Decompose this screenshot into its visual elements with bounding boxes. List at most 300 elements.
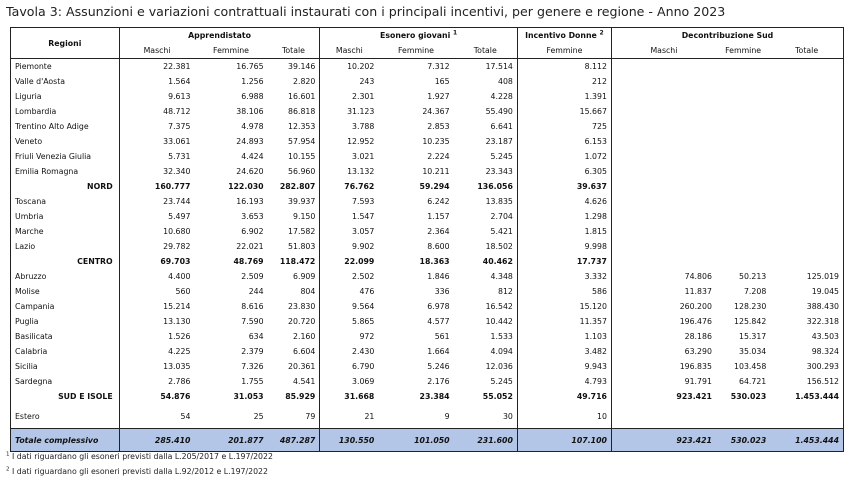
cell-value: 3.057 <box>352 227 375 236</box>
row-label: Valle d'Aosta <box>11 74 120 89</box>
row-label: Toscana <box>11 194 120 209</box>
cell-value: 28.186 <box>684 332 712 341</box>
header-regioni: Regioni <box>11 28 120 59</box>
cell-value: 13.132 <box>347 167 375 176</box>
cell-value: 6.242 <box>427 197 450 206</box>
cell-value: 1.453.444 <box>770 389 843 404</box>
cell-value: 40.462 <box>454 254 518 269</box>
cell-value: 9 <box>444 411 450 421</box>
cell-value: 54.876 <box>160 392 191 401</box>
cell-value: 160.777 <box>154 182 191 191</box>
cell-value: 136.056 <box>454 179 518 194</box>
cell-value: 59.294 <box>419 182 450 191</box>
cell-value: 16.193 <box>236 197 264 206</box>
cell-value: 15.214 <box>163 302 191 311</box>
cell-value: 11.357 <box>517 314 611 329</box>
cell-value: 196.476 <box>679 317 712 326</box>
cell-value <box>770 164 843 179</box>
cell-value: 15.317 <box>738 332 767 341</box>
row-label: Emilia Romagna <box>11 164 120 179</box>
cell-value: 13.035 <box>163 362 191 371</box>
cell-value: 91.791 <box>684 377 712 386</box>
cell-value: 1.815 <box>517 224 611 239</box>
cell-value <box>716 134 770 149</box>
cell-value: 13.835 <box>454 194 518 209</box>
cell-value: 6.902 <box>241 227 264 236</box>
cell-value: 21 <box>364 411 375 421</box>
cell-value: 9.150 <box>268 209 320 224</box>
cell-value: 6.909 <box>268 269 320 284</box>
subtotal-row <box>11 254 844 269</box>
header-incentivo-donne: Incentivo Donne $^2$ <box>517 28 611 44</box>
cell-value: 107.100 <box>517 429 611 452</box>
cell-value: 196.835 <box>679 362 712 371</box>
cell-value: 23.830 <box>268 299 320 314</box>
cell-value: 165 <box>434 77 450 86</box>
cell-value: 2.704 <box>454 209 518 224</box>
cell-value: 2.853 <box>427 122 450 131</box>
cell-value: 49.716 <box>517 389 611 404</box>
cell-value: 322.318 <box>770 314 843 329</box>
cell-value <box>611 164 716 179</box>
cell-value: 5.245 <box>454 149 518 164</box>
cell-value: 23.744 <box>163 197 191 206</box>
row-label: Friuli Venezia Giulia <box>11 149 120 164</box>
cell-value: 19.045 <box>770 284 843 299</box>
cell-value: 530.023 <box>730 392 767 401</box>
cell-value <box>611 209 716 224</box>
cell-value: 10.202 <box>347 62 375 71</box>
row-label: CENTRO <box>11 254 120 269</box>
cell-value: 388.430 <box>770 299 843 314</box>
cell-value: 725 <box>517 119 611 134</box>
cell-value: 9.564 <box>352 302 375 311</box>
cell-value: 2.160 <box>268 329 320 344</box>
cell-value: 7.312 <box>427 62 450 71</box>
cell-value: 2.364 <box>427 227 450 236</box>
subheader-femmine: Femmine <box>517 43 611 59</box>
cell-value: 300.293 <box>770 359 843 374</box>
cell-value <box>716 194 770 209</box>
header-apprendistato: Apprendistato <box>119 28 320 44</box>
cell-value <box>770 179 843 194</box>
table-row <box>11 359 844 374</box>
cell-value <box>716 209 770 224</box>
cell-value: 530.023 <box>716 429 770 452</box>
cell-value: 156.512 <box>770 374 843 389</box>
cell-value: 4.094 <box>454 344 518 359</box>
table-row <box>11 194 844 209</box>
cell-value: 3.332 <box>517 269 611 284</box>
cell-value: 128.230 <box>734 302 767 311</box>
cell-value: 63.290 <box>684 347 712 356</box>
cell-value: 1.533 <box>454 329 518 344</box>
cell-value: 122.030 <box>228 182 264 191</box>
cell-value: 55.490 <box>454 104 518 119</box>
cell-value <box>611 239 716 254</box>
cell-value: 48.769 <box>233 257 264 266</box>
row-label: Lazio <box>11 239 120 254</box>
cell-value <box>611 149 716 164</box>
table-title: Tavola 3: Assunzioni e variazioni contrattuali instaurati con i principali incentivi, per genere e regione - Anno 2023 <box>6 4 726 19</box>
cell-value: 10.442 <box>454 314 518 329</box>
cell-value: 2.176 <box>427 377 450 386</box>
cell-value <box>611 224 716 239</box>
table-row <box>11 149 844 164</box>
cell-value: 23.384 <box>419 392 450 401</box>
header-esonero-giovani: Esonero giovani $^1$ <box>320 28 518 44</box>
cell-value: 231.600 <box>454 429 518 452</box>
cell-value: 1.453.444 <box>770 429 843 452</box>
cell-value <box>611 74 716 89</box>
cell-value: 101.050 <box>378 429 453 452</box>
cell-value <box>770 404 843 429</box>
cell-value: 3.653 <box>241 212 264 221</box>
cell-value: 560 <box>175 287 191 296</box>
cell-value: 13.130 <box>163 317 191 326</box>
cell-value: 2.379 <box>241 347 264 356</box>
cell-value: 7.208 <box>743 287 767 296</box>
row-label: Molise <box>11 284 120 299</box>
cell-value: 18.502 <box>454 239 518 254</box>
cell-value: 15.667 <box>517 104 611 119</box>
cell-value: 17.737 <box>517 254 611 269</box>
cell-value: 2.820 <box>268 74 320 89</box>
cell-value: 6.978 <box>427 302 450 311</box>
subheader-maschi: Maschi <box>320 43 379 59</box>
cell-value: 5.497 <box>168 212 191 221</box>
cell-value <box>611 404 716 429</box>
cell-value: 4.400 <box>168 272 191 281</box>
cell-value: 1.927 <box>427 92 450 101</box>
row-label: Abruzzo <box>11 269 120 284</box>
cell-value: 9.613 <box>168 92 191 101</box>
cell-value: 487.287 <box>268 429 320 452</box>
row-label: Basilicata <box>11 329 120 344</box>
cell-value: 25 <box>253 411 264 421</box>
cell-value <box>770 239 843 254</box>
cell-value <box>716 179 770 194</box>
cell-value: 4.225 <box>168 347 191 356</box>
cell-value: 5.865 <box>352 317 375 326</box>
cell-value: 4.577 <box>427 317 450 326</box>
cell-value: 285.410 <box>119 429 194 452</box>
cell-value: 31.123 <box>347 107 375 116</box>
cell-value: 22.099 <box>344 257 375 266</box>
footnote-1: $^1$ I dati riguardano gli esoneri previsti dalla L.205/2017 e L.197/2022 <box>6 451 273 461</box>
cell-value: 260.200 <box>679 302 712 311</box>
cell-value <box>716 254 770 269</box>
cell-value: 2.430 <box>352 347 375 356</box>
cell-value <box>611 134 716 149</box>
cell-value: 23.187 <box>454 134 518 149</box>
subheader-femmine: Femmine <box>716 43 770 59</box>
cell-value <box>611 104 716 119</box>
cell-value <box>611 179 716 194</box>
row-label: Sardegna <box>11 374 120 389</box>
cell-value: 22.021 <box>236 242 264 251</box>
row-label: Marche <box>11 224 120 239</box>
cell-value: 39.937 <box>268 194 320 209</box>
table-row <box>11 374 844 389</box>
cell-value: 1.256 <box>241 77 264 86</box>
cell-value: 39.146 <box>268 59 320 75</box>
cell-value: 6.790 <box>352 362 375 371</box>
cell-value: 10.680 <box>163 227 191 236</box>
cell-value: 8.616 <box>241 302 264 311</box>
cell-value: 476 <box>359 287 375 296</box>
cell-value <box>716 89 770 104</box>
table-row <box>11 329 844 344</box>
cell-value: 10 <box>517 404 611 429</box>
cell-value <box>770 224 843 239</box>
cell-value: 85.929 <box>268 389 320 404</box>
cell-value: 24.620 <box>236 167 264 176</box>
subtotal-row <box>11 179 844 194</box>
cell-value <box>716 164 770 179</box>
cell-value: 6.153 <box>517 134 611 149</box>
table-row <box>11 314 844 329</box>
cell-value: 30 <box>454 404 518 429</box>
cell-value: 12.353 <box>268 119 320 134</box>
cell-value: 39.637 <box>517 179 611 194</box>
cell-value: 130.550 <box>320 429 379 452</box>
cell-value: 1.664 <box>427 347 450 356</box>
table-row <box>11 269 844 284</box>
cell-value: 9.943 <box>517 359 611 374</box>
row-label: Calabria <box>11 344 120 359</box>
cell-value: 20.720 <box>268 314 320 329</box>
cell-value: 282.807 <box>268 179 320 194</box>
row-label: Liguria <box>11 89 120 104</box>
cell-value <box>770 119 843 134</box>
cell-value: 201.877 <box>194 429 267 452</box>
cell-value <box>611 89 716 104</box>
cell-value: 5.246 <box>427 362 450 371</box>
table-row <box>11 344 844 359</box>
row-label: Puglia <box>11 314 120 329</box>
cell-value: 125.842 <box>734 317 767 326</box>
cell-value: 1.564 <box>168 77 191 86</box>
table-row <box>11 299 844 314</box>
cell-value: 7.593 <box>352 197 375 206</box>
incentives-table <box>10 27 844 452</box>
cell-value: 12.036 <box>454 359 518 374</box>
cell-value: 9.998 <box>517 239 611 254</box>
cell-value <box>611 119 716 134</box>
cell-value: 3.021 <box>352 152 375 161</box>
cell-value: 24.893 <box>236 137 264 146</box>
cell-value: 51.803 <box>268 239 320 254</box>
cell-value: 10.235 <box>422 137 450 146</box>
cell-value <box>770 89 843 104</box>
cell-value: 48.712 <box>163 107 191 116</box>
row-label: Estero <box>11 404 120 429</box>
cell-value: 1.547 <box>352 212 375 221</box>
footnote-2: $^2$ I dati riguardano gli esoneri previsti dalla L.92/2012 e L.197/2022 <box>6 466 268 476</box>
cell-value: 55.052 <box>454 389 518 404</box>
table-row <box>11 119 844 134</box>
cell-value: 243 <box>359 77 375 86</box>
cell-value: 24.367 <box>422 107 450 116</box>
cell-value <box>716 224 770 239</box>
cell-value: 1.103 <box>517 329 611 344</box>
table-row <box>11 59 844 75</box>
cell-value: 586 <box>517 284 611 299</box>
cell-value: 2.301 <box>352 92 375 101</box>
cell-value: 74.806 <box>684 272 712 281</box>
table-row <box>11 404 844 429</box>
cell-value: 1.526 <box>168 332 191 341</box>
cell-value: 1.072 <box>517 149 611 164</box>
row-label: Umbria <box>11 209 120 224</box>
cell-value: 408 <box>454 74 518 89</box>
cell-value: 54 <box>180 411 191 421</box>
cell-value <box>716 74 770 89</box>
cell-value: 4.424 <box>241 152 264 161</box>
cell-value: 57.954 <box>268 134 320 149</box>
subheader-totale: Totale <box>268 43 320 59</box>
cell-value: 10.211 <box>422 167 450 176</box>
cell-value: 2.502 <box>352 272 375 281</box>
cell-value: 5.245 <box>454 374 518 389</box>
subtotal-row <box>11 389 844 404</box>
cell-value: 1.157 <box>427 212 450 221</box>
table-row <box>11 209 844 224</box>
cell-value: 29.782 <box>163 242 191 251</box>
cell-value: 98.324 <box>770 344 843 359</box>
cell-value: 4.978 <box>241 122 264 131</box>
cell-value: 6.604 <box>268 344 320 359</box>
cell-value: 15.120 <box>517 299 611 314</box>
table-row <box>11 134 844 149</box>
subheader-femmine: Femmine <box>194 43 267 59</box>
cell-value: 4.228 <box>454 89 518 104</box>
cell-value: 9.902 <box>352 242 375 251</box>
header-decontribuzione-sud: Decontribuzione Sud <box>611 28 843 44</box>
cell-value: 7.375 <box>168 122 191 131</box>
cell-value: 4.626 <box>517 194 611 209</box>
cell-value: 4.348 <box>454 269 518 284</box>
row-label: SUD E ISOLE <box>11 389 120 404</box>
cell-value: 7.590 <box>241 317 264 326</box>
cell-value <box>770 194 843 209</box>
cell-value <box>716 59 770 75</box>
cell-value <box>611 194 716 209</box>
cell-value: 812 <box>454 284 518 299</box>
cell-value: 35.034 <box>738 347 767 356</box>
cell-value: 923.421 <box>676 392 712 401</box>
cell-value: 3.788 <box>352 122 375 131</box>
cell-value <box>770 134 843 149</box>
cell-value <box>770 149 843 164</box>
table-row <box>11 239 844 254</box>
cell-value: 50.213 <box>738 272 767 281</box>
row-label: Campania <box>11 299 120 314</box>
cell-value: 125.019 <box>770 269 843 284</box>
cell-value <box>770 74 843 89</box>
cell-value <box>716 149 770 164</box>
cell-value: 43.503 <box>770 329 843 344</box>
cell-value: 1.391 <box>517 89 611 104</box>
row-label: NORD <box>11 179 120 194</box>
cell-value: 336 <box>434 287 450 296</box>
total-row <box>11 429 844 452</box>
cell-value: 79 <box>268 404 320 429</box>
table-row <box>11 89 844 104</box>
cell-value: 12.952 <box>347 137 375 146</box>
cell-value: 86.818 <box>268 104 320 119</box>
table-row <box>11 74 844 89</box>
cell-value: 212 <box>517 74 611 89</box>
subheader-maschi: Maschi <box>611 43 716 59</box>
cell-value: 38.106 <box>236 107 264 116</box>
cell-value <box>716 239 770 254</box>
cell-value: 3.482 <box>517 344 611 359</box>
cell-value: 4.793 <box>517 374 611 389</box>
cell-value: 3.069 <box>352 377 375 386</box>
cell-value: 22.381 <box>163 62 191 71</box>
cell-value: 5.421 <box>454 224 518 239</box>
subheader-maschi: Maschi <box>119 43 194 59</box>
row-label: Trentino Alto Adige <box>11 119 120 134</box>
row-label: Lombardia <box>11 104 120 119</box>
cell-value: 8.112 <box>517 59 611 75</box>
cell-value <box>770 59 843 75</box>
cell-value: 16.542 <box>454 299 518 314</box>
cell-value: 31.053 <box>233 392 264 401</box>
cell-value: 103.458 <box>734 362 767 371</box>
cell-value: 2.224 <box>427 152 450 161</box>
cell-value: 69.703 <box>160 257 191 266</box>
cell-value: 6.641 <box>454 119 518 134</box>
cell-value: 31.668 <box>344 392 375 401</box>
cell-value <box>716 404 770 429</box>
cell-value <box>770 254 843 269</box>
cell-value: 1.846 <box>427 272 450 281</box>
table-row <box>11 104 844 119</box>
cell-value: 244 <box>248 287 264 296</box>
cell-value: 33.061 <box>163 137 191 146</box>
table-row <box>11 164 844 179</box>
cell-value <box>611 254 716 269</box>
cell-value <box>716 104 770 119</box>
footnote-ref-2: 2 <box>599 29 604 37</box>
cell-value: 4.541 <box>268 374 320 389</box>
cell-value: 8.600 <box>427 242 450 251</box>
subheader-totale: Totale <box>770 43 843 59</box>
cell-value <box>770 209 843 224</box>
table-row <box>11 224 844 239</box>
cell-value: 16.765 <box>236 62 264 71</box>
cell-value: 561 <box>434 332 450 341</box>
cell-value: 7.326 <box>241 362 264 371</box>
cell-value: 6.305 <box>517 164 611 179</box>
cell-value: 32.340 <box>163 167 191 176</box>
cell-value: 17.514 <box>454 59 518 75</box>
cell-value: 634 <box>248 332 264 341</box>
cell-value: 6.988 <box>241 92 264 101</box>
table-body <box>11 59 844 452</box>
row-label: Piemonte <box>11 59 120 75</box>
cell-value <box>716 119 770 134</box>
table-row <box>11 284 844 299</box>
cell-value: 2.509 <box>241 272 264 281</box>
cell-value: 972 <box>359 332 375 341</box>
cell-value: 118.472 <box>268 254 320 269</box>
subheader-totale: Totale <box>454 43 518 59</box>
cell-value <box>611 59 716 75</box>
